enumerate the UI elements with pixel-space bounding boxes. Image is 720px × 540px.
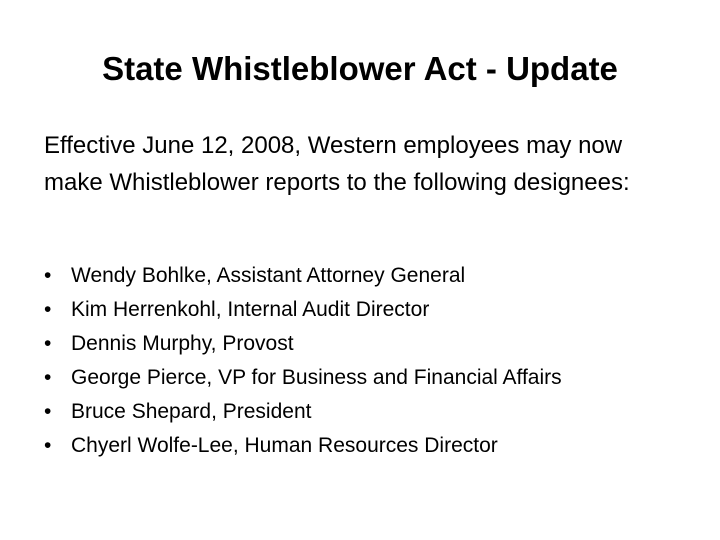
list-item — [44, 259, 704, 293]
bullet-icon: • — [44, 400, 52, 423]
bullet-icon: • — [44, 366, 52, 389]
designee-name: Bruce Shepard, President — [71, 400, 312, 423]
designee-name: George Pierce, VP for Business and Financial Affairs — [71, 366, 562, 389]
slide-title: State Whistleblower Act - Update — [102, 50, 618, 87]
bullet-icon: • — [44, 332, 52, 355]
bullet-icon: • — [44, 298, 52, 321]
intro-paragraph: Effective June 12, 2008, Western employees may now make Whistleblower reports to the following designees: — [44, 132, 630, 196]
list-item — [44, 395, 704, 429]
designee-name: Dennis Murphy, Provost — [71, 332, 294, 355]
designee-name: Wendy Bohlke, Assistant Attorney General — [71, 264, 466, 287]
list-item — [44, 429, 704, 463]
list-item — [44, 293, 704, 327]
designee-name: Chyerl Wolfe-Lee, Human Resources Director — [71, 434, 498, 457]
list-item — [44, 361, 704, 395]
list-item — [44, 327, 704, 361]
bullet-icon: • — [44, 434, 52, 457]
designee-name: Kim Herrenkohl, Internal Audit Director — [71, 298, 430, 321]
bullet-icon: • — [44, 264, 52, 287]
designee-list — [44, 259, 704, 463]
